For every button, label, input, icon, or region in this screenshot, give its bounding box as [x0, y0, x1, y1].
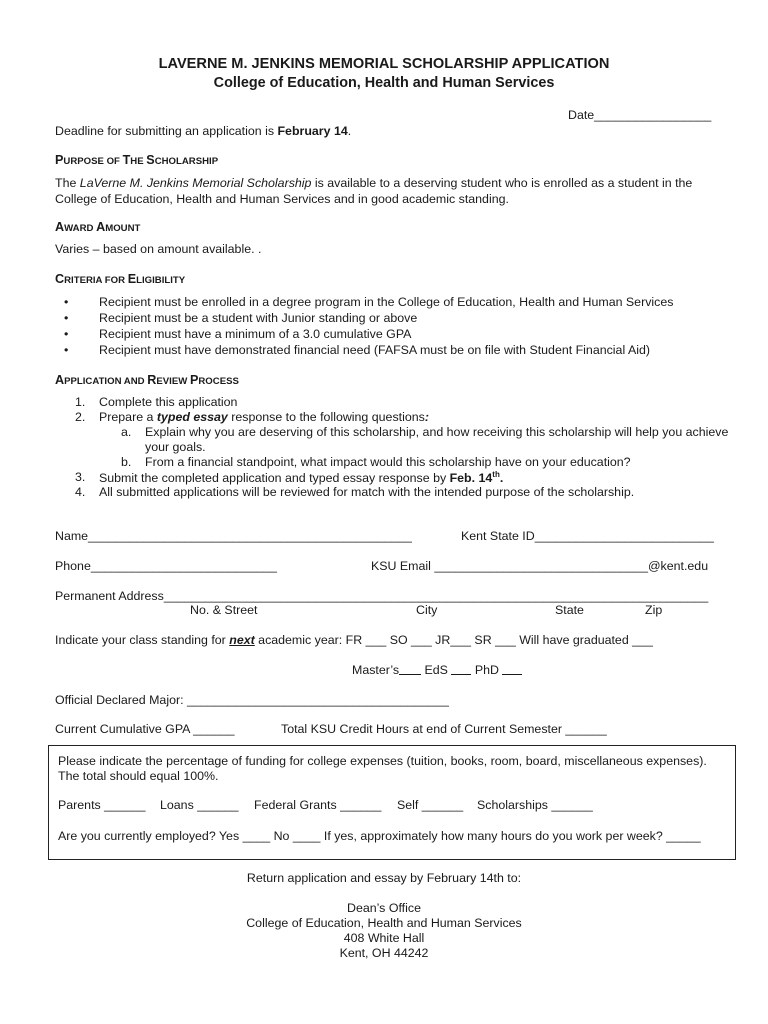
heading-cap: C	[55, 272, 65, 286]
return-instructions: Return application and essay by February 14th to:	[246, 871, 522, 885]
scholarship-name: LaVerne M. Jenkins Memorial Scholarship	[79, 176, 312, 190]
standing-text-pre: Indicate your class standing for	[55, 633, 230, 647]
return-office: Dean’s Office	[347, 901, 421, 915]
funding-instructions-2: The total should equal 100%.	[58, 769, 219, 783]
standing-options: academic year: FR ___ SO ___ JR___ SR ___ Will have graduated ___	[254, 633, 653, 647]
bullet-icon: •	[64, 295, 69, 309]
address-city-label: City	[416, 603, 438, 617]
step-number: 4.	[75, 485, 86, 499]
heading-cap: E	[127, 272, 137, 286]
heading-text: CHOLARSHIP	[154, 156, 219, 167]
funding-box	[48, 745, 736, 860]
heading-cap: P	[189, 373, 199, 387]
process-heading	[55, 373, 239, 389]
form-title: LAVERNE M. JENKINS MEMORIAL SCHOLARSHIP APPLICATION	[158, 56, 610, 72]
loans-field[interactable]: Loans ______	[160, 798, 239, 812]
graduate-standing-field[interactable]	[352, 663, 522, 679]
class-standing-field[interactable]	[55, 633, 653, 649]
list-item-text: Recipient must have demonstrated financial need (FAFSA must be on file with Student Financial Aid)	[99, 343, 650, 357]
step-number: 3.	[75, 470, 86, 484]
purpose-heading	[55, 153, 218, 169]
step-text	[99, 410, 429, 426]
form-subtitle: College of Education, Health and Human Services	[213, 75, 555, 91]
funding-instructions-1: Please indicate the percentage of funding for college expenses (tuition, books, room, board, miscellaneous expenses).	[58, 754, 707, 768]
criteria-heading	[55, 272, 185, 288]
address-state-label: State	[555, 603, 584, 617]
list-item-text: Recipient must be a student with Junior standing or above	[99, 311, 418, 325]
federal-grants-field[interactable]: Federal Grants ______	[254, 798, 382, 812]
eds-blank[interactable]	[451, 663, 471, 675]
deadline-suffix: .	[347, 124, 352, 138]
process-steps	[55, 395, 729, 505]
ksu-email-field[interactable]: KSU Email _______________________________@kent.edu	[371, 559, 709, 573]
step-number: 2.	[75, 410, 86, 424]
heading-cap: A	[96, 220, 106, 234]
gpa-field[interactable]: Current Cumulative GPA ______	[55, 722, 235, 736]
eds-label: EdS	[424, 663, 448, 677]
heading-cap: A	[55, 373, 65, 387]
bullet-icon: •	[64, 327, 69, 341]
return-address-2: Kent, OH 44242	[339, 946, 429, 960]
heading-text: MOUNT	[105, 223, 141, 234]
heading-text: WARD	[64, 223, 97, 234]
step-number: 1.	[75, 395, 86, 409]
step-colon: :	[424, 410, 429, 424]
parents-field[interactable]: Parents ______	[58, 798, 146, 812]
step-deadline-suffix: th	[492, 470, 500, 479]
address-street-label: No. & Street	[190, 603, 258, 617]
step-text: All submitted applications will be reviewed for match with the intended purpose of the scholarship.	[99, 485, 635, 499]
bullet-icon: •	[64, 343, 69, 357]
heading-text: RITERIA FOR	[64, 275, 128, 286]
heading-text: PPLICATION AND	[64, 376, 148, 387]
substep-label: b.	[121, 455, 132, 469]
heading-text: LIGIBILITY	[136, 275, 186, 286]
step-text-pre: Submit the completed application and typed essay response by	[99, 471, 450, 486]
heading-text: HE	[130, 156, 147, 167]
step-period: .	[499, 471, 504, 486]
heading-text: URPOSE OF	[63, 156, 123, 167]
address-zip-label: Zip	[645, 603, 663, 617]
name-field[interactable]: Name_______________________________________________	[55, 529, 412, 543]
award-heading	[55, 220, 140, 236]
employment-field[interactable]: Are you currently employed? Yes ____ No ____ If yes, approximately how many hours do you work per week? _____	[58, 829, 701, 843]
date-field[interactable]: Date_________________	[568, 108, 712, 122]
heading-text: EVIEW	[156, 376, 190, 387]
bullet-icon: •	[64, 311, 69, 325]
self-field[interactable]: Self ______	[397, 798, 464, 812]
purpose-text	[55, 175, 715, 207]
return-college: College of Education, Health and Human Services	[246, 916, 522, 930]
return-address-1: 408 White Hall	[343, 931, 425, 945]
award-text: Varies – based on amount available. .	[55, 242, 262, 256]
deadline-line	[55, 124, 351, 140]
heading-text: ROCESS	[198, 376, 239, 387]
list-item-text: Recipient must have a minimum of a 3.0 cumulative GPA	[99, 327, 412, 341]
deadline-date: February 14	[277, 124, 348, 138]
major-field[interactable]: Official Declared Major: ______________________________________	[55, 693, 449, 707]
phd-blank[interactable]	[502, 663, 522, 675]
heading-cap: P	[55, 153, 64, 167]
phone-field[interactable]: Phone___________________________	[55, 559, 277, 573]
next-emphasis: next	[229, 633, 255, 647]
address-field[interactable]: Permanent Address_______________________________________________________________________________	[55, 589, 709, 603]
heading-cap: A	[55, 220, 65, 234]
purpose-text-post: is available to a deserving student who is enrolled as a student in the College of Education, Health and Human Services and in good academic standing.	[55, 176, 693, 206]
heading-cap: R	[147, 373, 157, 387]
purpose-text-pre: The	[55, 176, 80, 190]
typed-essay-emphasis: typed essay	[156, 410, 228, 424]
masters-label: Master’s	[352, 663, 400, 677]
scholarships-field[interactable]: Scholarships ______	[477, 798, 593, 812]
step-text-pre: Prepare a	[99, 410, 157, 424]
phd-label: PhD	[474, 663, 499, 677]
substep-label: a.	[121, 425, 132, 439]
list-item-text: Recipient must be enrolled in a degree program in the College of Education, Health and Human Services	[99, 295, 674, 309]
credit-hours-field[interactable]: Total KSU Credit Hours at end of Current Semester ______	[281, 722, 607, 736]
substep-text: Explain why you are deserving of this scholarship, and how receiving this scholarship will help you achieve your goals.	[145, 425, 729, 454]
kent-id-field[interactable]: Kent State ID__________________________	[461, 529, 714, 543]
deadline-prefix: Deadline for submitting an application is	[55, 124, 278, 138]
heading-cap: S	[146, 153, 155, 167]
step-deadline: Feb. 14	[449, 471, 493, 486]
step-text-post: response to the following questions	[227, 410, 425, 424]
step-text: Complete this application	[99, 395, 238, 409]
heading-cap: T	[122, 153, 131, 167]
substep-text: From a financial standpoint, what impact would this scholarship have on your education?	[145, 455, 631, 469]
masters-blank[interactable]	[399, 663, 421, 675]
